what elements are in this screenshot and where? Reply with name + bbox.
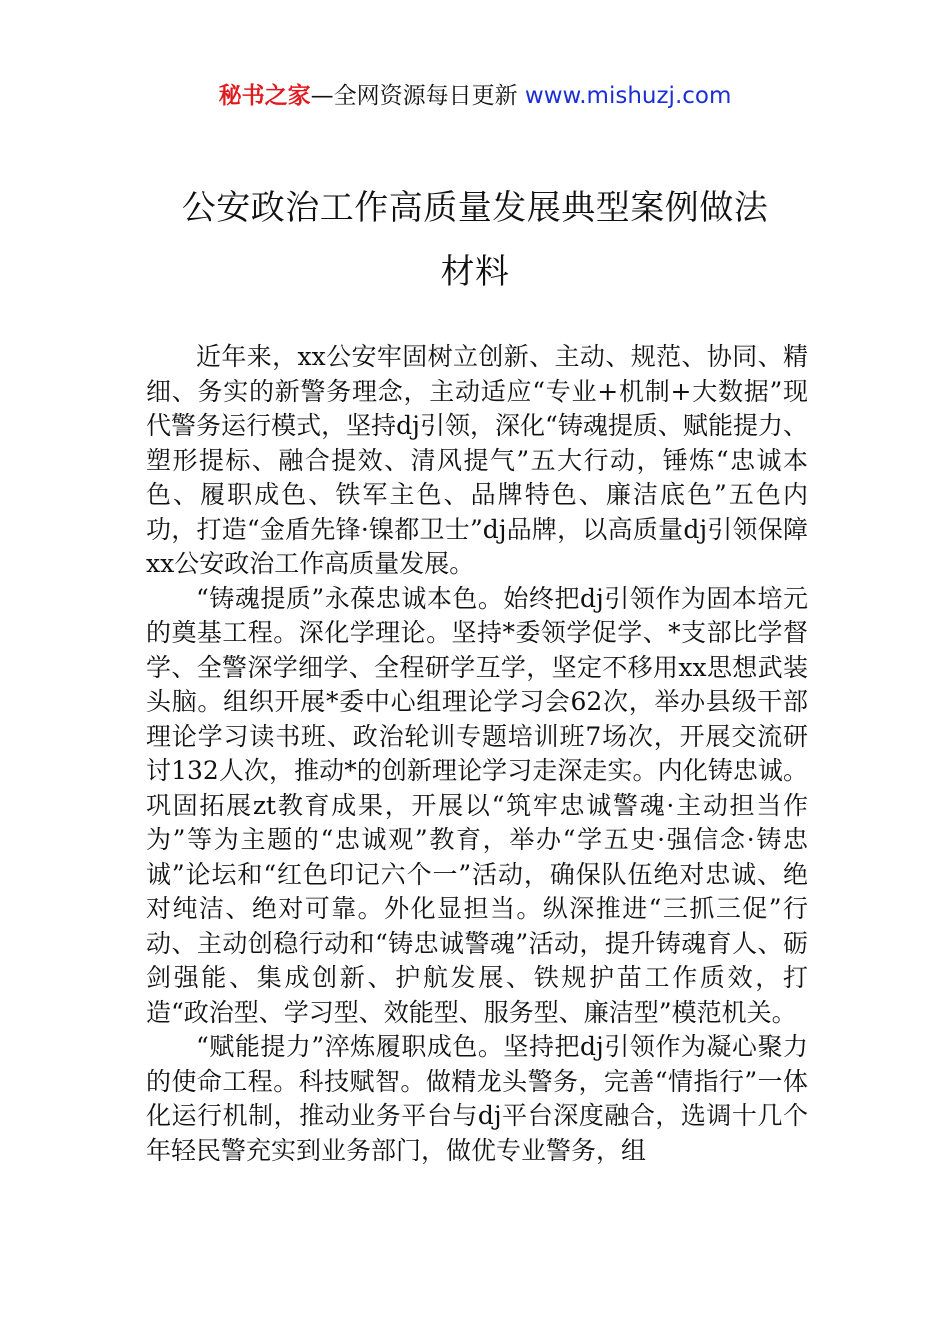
document-title <box>100 176 850 304</box>
title-line-1: 公安政治工作高质量发展典型案例做法 <box>181 188 769 228</box>
brand-name: 秘书之家 <box>218 83 311 109</box>
site-link[interactable]: www.mishuzj.com <box>524 83 732 109</box>
title-line-2: 材料 <box>440 252 510 292</box>
paragraph: “铸魂提质”永葆忠诚本色。始终把dj引领作为固本培元的奠基工程。深化学理论。坚持*委领学促学、*支部比学督学、全警深学细学、全程研学互学，坚定不移用xx思想武装头脑。组织开展*委中心组理论学习会62次，举办县级干部理论学习读书班、政治轮训专题培训班7场次，开展交流研讨132人次，推动*的创新理论学习走深走实。内化铸忠诚。巩固拓展zt教育成果，开展以“筑牢忠诚警魂·主动担当作为”等为主题的“忠诚观”教育，举办“学五史·强信念·铸忠诚”论坛和“红色印记六个一”活动，确保队伍绝对忠诚、绝对纯洁、绝对可靠。外化显担当。纵深推进“三抓三促”行动、主动创稳行动和“铸忠诚警魂”活动，提升铸魂育人、砺剑强能、集成创新、护航发展、铁规护苗工作质效，打造“政治型、学习型、效能型、服务型、廉洁型”模范机关。 <box>146 583 808 1027</box>
document-body <box>146 340 808 1168</box>
paragraph: “赋能提力”淬炼履职成色。坚持把dj引领作为凝心聚力的使命工程。科技赋智。做精龙头警务，完善“情指行”一体化运行机制，推动业务平台与dj平台深度融合，选调十几个年轻民警充实到业务部门，做优专业警务，组 <box>146 1032 808 1165</box>
site-header <box>0 80 950 112</box>
header-tagline: —全网资源每日更新 <box>310 83 525 109</box>
paragraph: 近年来，xx公安牢固树立创新、主动、规范、协同、精细、务实的新警务理念，主动适应“专业+机制+大数据”现代警务运行模式，坚持dj引领，深化“铸魂提质、赋能提力、塑形提标、融合提效、清风提气”五大行动，锤炼“忠诚本色、履职成色、铁军主色、品牌特色、廉洁底色”五色内功，打造“金盾先锋·镍都卫士”dj品牌，以高质量dj引领保障xx公安政治工作高质量发展。 <box>146 342 808 578</box>
